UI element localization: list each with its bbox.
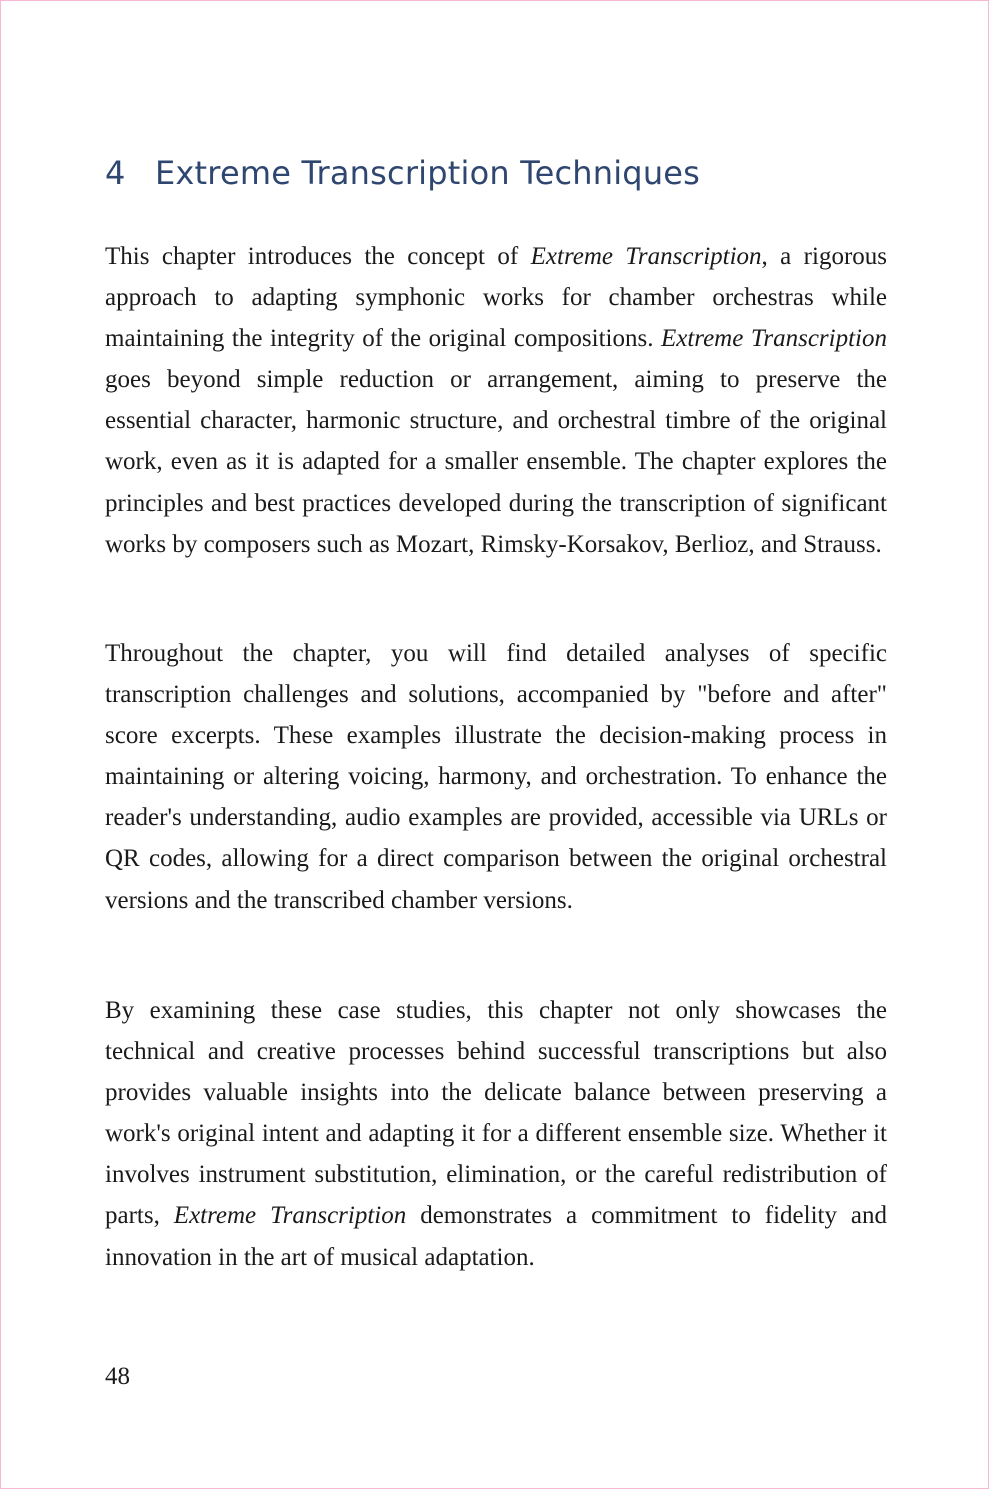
text-span: This chapter introduces the concept of [105, 243, 531, 270]
text-span: goes beyond simple reduction or arrangement, aiming to preserve the essential character, harmonic structure, and orchestral timbre of the original work, even as it is adapted for a smaller ensemble. The chapter explores the principles and best practices developed during the transcription of significant works by composers such as Mozart, Rimsky-Korsakov, Berlioz, and Strauss. [105, 366, 887, 558]
chapter-title: Extreme Transcription Techniques [155, 154, 701, 192]
text-span: , a rigorous approach to adapting symphonic works for chamber orchestras while maintaining the integrity of the original compositions. [105, 243, 887, 353]
text-span: Throughout the chapter, you will find detailed analyses of specific transcription challenges and solutions, accompanied by "before and after" score excerpts. These examples illustrate the decision-making process in maintaining or altering voicing, harmony, and orchestration. To enhance the reader's understanding, audio examples are provided, accessible via URLs or QR codes, allowing for a direct comparison between the original orchestral versions and the transcribed chamber versions. [105, 640, 887, 914]
emphasis-term: Extreme Transcription [173, 1202, 407, 1230]
chapter-number: 4 [105, 154, 126, 192]
text-span: By examining these case studies, this chapter not only showcases the technical and creative processes behind successful transcriptions but also provides valuable insights into the delicate balance between preserving a work's original intent and adapting it for a different ensemble size. Whether it involves instrument substitution, elimination, or the careful redistribution of parts, [105, 997, 887, 1230]
page-number: 48 [105, 1363, 130, 1390]
paragraph-intro [105, 236, 887, 565]
text-span: demonstrates a commitment to fidelity and innovation in the art of musical adaptation. [105, 1202, 887, 1271]
paragraph-case-studies [105, 990, 887, 1278]
chapter-heading [105, 151, 887, 195]
emphasis-term: Extreme Transcription [660, 325, 887, 353]
page-content [105, 151, 887, 1271]
emphasis-term: Extreme Transcription [530, 243, 762, 270]
paragraph-analyses [105, 633, 887, 921]
